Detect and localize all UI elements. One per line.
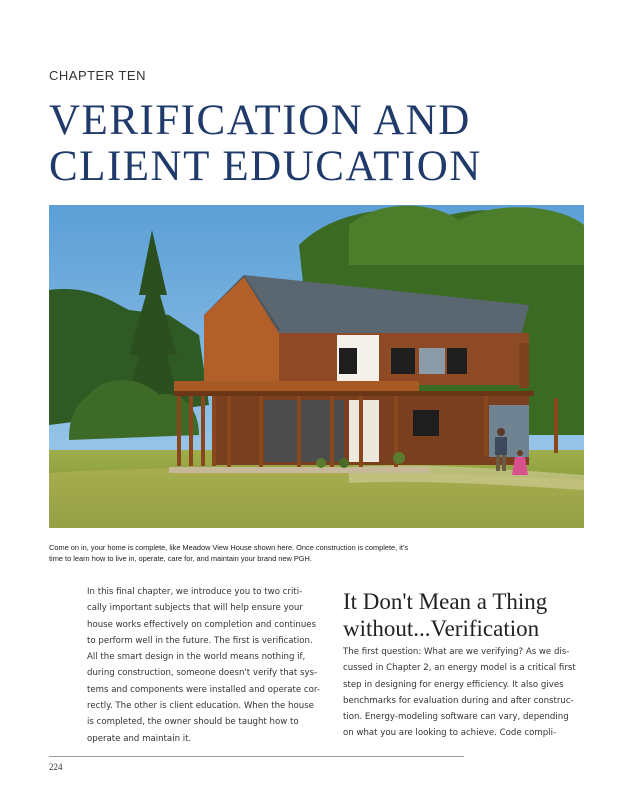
text-line: house works effectively on completion and continues <box>87 619 317 630</box>
text-line: during construction, someone doesn't verify that sys- <box>87 668 318 679</box>
footer-rule <box>49 756 464 757</box>
text-line: benchmarks for evaluation during and after construc- <box>343 695 574 706</box>
text-line: on what you are looking to achieve. Code compli- <box>343 728 557 739</box>
intro-paragraph <box>87 584 322 747</box>
text-line: tems and components were installed and operate cor- <box>87 684 320 695</box>
section-paragraph <box>343 644 578 742</box>
page-number: 224 <box>49 762 63 772</box>
chapter-title <box>49 98 482 190</box>
text-line: cussed in Chapter 2, an energy model is a critical first <box>343 663 576 674</box>
section-heading-line: It Don't Mean a Thing <box>343 589 548 614</box>
house-photo <box>49 205 584 528</box>
text-line: tion. Energy-modeling software can vary, depending <box>343 712 569 723</box>
chapter-title-line: CLIENT EDUCATION <box>49 143 482 190</box>
text-line: In this final chapter, we introduce you to two criti- <box>87 587 303 597</box>
text-line: to perform well in the future. The first is verification. <box>87 635 313 646</box>
text-line: rectly. The other is client education. When the house <box>87 701 314 712</box>
text-line: is completed, the owner should be taught how to <box>87 717 299 728</box>
section-heading-line: without...Verification <box>343 616 540 641</box>
chapter-label: CHAPTER TEN <box>49 68 146 83</box>
section-heading <box>343 588 547 642</box>
photo-caption: Come on in, your home is complete, like Meadow View House shown here. Once construction is complete, it's time to learn how to live in, operate, care for, and maintain your brand new PGH. <box>49 543 409 563</box>
text-line: operate and maintain it. <box>87 733 192 744</box>
text-line: All the smart design in the world means nothing if, <box>87 652 306 663</box>
text-line: step in designing for energy efficiency. It also gives <box>343 679 564 690</box>
text-line: cally important subjects that will help ensure your <box>87 603 303 614</box>
text-line: The first question: What are we verifying? As we dis- <box>343 647 570 657</box>
chapter-title-line: VERIFICATION AND <box>49 97 471 144</box>
